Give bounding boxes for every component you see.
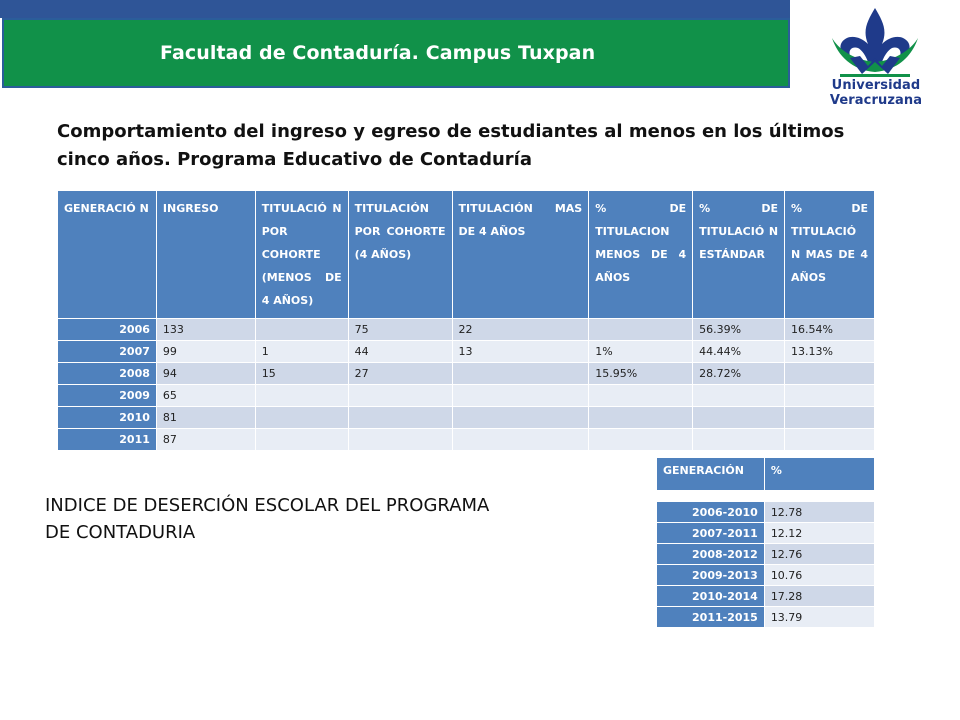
desercion-title (45, 492, 545, 546)
table-cell (589, 319, 693, 341)
table-row (657, 544, 875, 565)
table-row (657, 523, 875, 544)
table-cell: 99 (156, 341, 255, 363)
table-cell: 17.28 (764, 586, 874, 607)
table-cell: 2010-2014 (657, 586, 765, 607)
table-row (657, 565, 875, 586)
table-row (58, 319, 875, 341)
column-header: GENERACIÓN (657, 458, 765, 491)
table-cell (348, 385, 452, 407)
desercion-title-line-2: DE CONTADURIA (45, 522, 196, 543)
table-cell: 12.78 (764, 502, 874, 523)
table-row (58, 429, 875, 451)
column-header: % DE TITULACIÓ N MAS DE 4 AÑOS (785, 191, 875, 319)
table-cell (255, 319, 348, 341)
desercion-title-line-1: INDICE DE DESERCIÓN ESCOLAR DEL PROGRAMA (45, 495, 490, 516)
table-header-row (657, 458, 875, 491)
table-cell: 87 (156, 429, 255, 451)
table-cell: 28.72% (693, 363, 785, 385)
table-cell (785, 407, 875, 429)
table-cell (452, 407, 589, 429)
table-cell: 75 (348, 319, 452, 341)
table-cell: 2008 (58, 363, 157, 385)
table-cell (348, 407, 452, 429)
table-cell: 81 (156, 407, 255, 429)
table-cell: 1 (255, 341, 348, 363)
table-cell: 1% (589, 341, 693, 363)
table-cell: 56.39% (693, 319, 785, 341)
table-cell: 65 (156, 385, 255, 407)
table-cell: 2006 (58, 319, 157, 341)
table-cell (589, 429, 693, 451)
table-cell: 2010 (58, 407, 157, 429)
desercion-table (656, 457, 875, 628)
table-cell (452, 363, 589, 385)
table-cell (589, 385, 693, 407)
table-row (58, 407, 875, 429)
ingreso-egreso-table (57, 190, 875, 451)
column-header: % (764, 458, 874, 491)
column-header: TITULACIÓN MAS DE 4 AÑOS (452, 191, 589, 319)
table-row (58, 341, 875, 363)
table-cell: 133 (156, 319, 255, 341)
section-heading (57, 118, 857, 174)
table-cell (255, 385, 348, 407)
column-header: % DE TITULACIÓ N ESTÁNDAR (693, 191, 785, 319)
table-cell: 13.79 (764, 607, 874, 628)
header-top-bar (0, 0, 790, 18)
heading-line-1: Comportamiento del ingreso y egreso de estudiantes al menos en los últimos (57, 121, 845, 142)
table-cell: 2007-2011 (657, 523, 765, 544)
table-cell: 94 (156, 363, 255, 385)
page-title: Facultad de Contaduría. Campus Tuxpan (160, 42, 596, 64)
column-header: TITULACIÓN POR COHORTE (4 AÑOS) (348, 191, 452, 319)
table-cell (255, 429, 348, 451)
table-row (657, 586, 875, 607)
table-cell (785, 363, 875, 385)
heading-line-2: cinco años. Programa Educativo de Contaduría (57, 149, 532, 170)
column-header: % DE TITULACION MENOS DE 4 AÑOS (589, 191, 693, 319)
table-cell (255, 407, 348, 429)
table-cell (452, 385, 589, 407)
table-cell: 27 (348, 363, 452, 385)
table-cell: 15.95% (589, 363, 693, 385)
table-cell (452, 429, 589, 451)
spacer-row (657, 491, 875, 502)
table-cell: 2011-2015 (657, 607, 765, 628)
table-cell (785, 385, 875, 407)
table-cell (693, 429, 785, 451)
table-cell (348, 429, 452, 451)
table-row (58, 363, 875, 385)
table-row (58, 385, 875, 407)
table-cell: 2007 (58, 341, 157, 363)
table-cell: 2009-2013 (657, 565, 765, 586)
table-cell: 44.44% (693, 341, 785, 363)
table-cell: 12.12 (764, 523, 874, 544)
logo-text: Universidad Veracruzana (829, 78, 923, 108)
table-cell: 2009 (58, 385, 157, 407)
table-cell: 44 (348, 341, 452, 363)
table-cell: 12.76 (764, 544, 874, 565)
table-cell: 16.54% (785, 319, 875, 341)
table-cell: 2006-2010 (657, 502, 765, 523)
table-cell: 22 (452, 319, 589, 341)
table-cell (589, 407, 693, 429)
table-cell: 10.76 (764, 565, 874, 586)
table-cell: 15 (255, 363, 348, 385)
table-header-row (58, 191, 875, 319)
table-cell: 2011 (58, 429, 157, 451)
table-cell (693, 407, 785, 429)
table-row (657, 502, 875, 523)
table-cell: 13 (452, 341, 589, 363)
table-row (657, 607, 875, 628)
table-cell: 2008-2012 (657, 544, 765, 565)
table-cell (693, 385, 785, 407)
column-header: TITULACIÓ N POR COHORTE (MENOS DE 4 AÑOS) (255, 191, 348, 319)
column-header: INGRESO (156, 191, 255, 319)
table-cell (785, 429, 875, 451)
table-cell: 13.13% (785, 341, 875, 363)
column-header: GENERACIÓ N (58, 191, 157, 319)
